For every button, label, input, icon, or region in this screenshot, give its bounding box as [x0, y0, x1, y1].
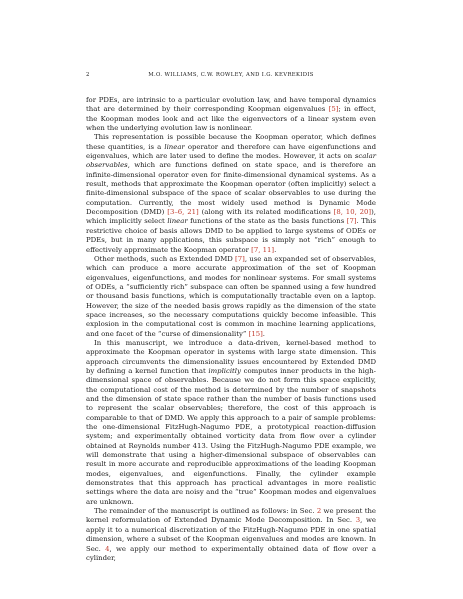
paragraph-text: ), which implicitly select [86, 208, 376, 226]
paragraph-text: operator and therefore can have eigenfunctions and eigenvalues, which are later used to define the modes. However, it acts on [86, 142, 376, 161]
paragraph-text: . [274, 245, 277, 254]
citation-link[interactable]: [8, 10, 20] [333, 208, 372, 217]
citation-link[interactable]: [7, 11] [251, 245, 275, 254]
paragraph-text: computes inner products in the high-dimensional space of observables. Because we do not form this space explicitly, the computational cost of the method is determined by the number of snapshots and the dimension of state space rather than the number of basis functions used to represent the scalar observables; therefore, the cost of this approach is comparable to that of DMD. We apply this approach to a pair of sample problems: the one-dimensional FitzHugh-Nagumo PDE, a prototypical reaction-diffusion system; and experimentally obtained vorticity data from flow over a cylinder obtained at Reynolds number 413. Using the FitzHugh-Nagumo PDE example, we will demonstrate that using a higher-dimensional subspace of observables can result in more accurate and reproducible approximations of the leading Koopman modes, eigenvalues, and eigenfunctions. Finally, the cylinder example demonstrates that this approach has practical advantages in more realistic settings where the data are noisy and the “true” Koopman modes and eigenvalues are unknown. [86, 366, 376, 506]
paragraph-text: functions of the state as the basis functions [187, 217, 347, 226]
author-running-title: M.O. WILLIAMS, C.W. ROWLEY, AND I.G. KEVREKIDIS [148, 72, 314, 78]
body-text [86, 96, 376, 563]
paragraph-text: ; in effect, the Koopman modes look and act like the eigenvectors of a linear system even when the underlying evolution law is nonlinear. [86, 105, 376, 133]
citation-link[interactable]: [7] [346, 217, 357, 226]
paragraph-text: , use an expanded set of observables, which can produce a more accurate approximation of the set of Koopman eigenvalues, eigenfunctions, and modes for nonlinear systems. For small systems of ODEs, a “sufficiently rich” subspace can often be spanned using a few hundred or thousand basis functions, which is computationally tractable even on a laptop. However, the size of the needed basis grows rapidly as the dimension of the state space increases, so the necessary computations quickly become infeasible. This explosion in the computational cost is common in machine learning applications, and one facet of the “curse of dimensionality” [86, 254, 376, 338]
emphasis-text: linear [164, 142, 185, 151]
paragraph-text: This representation is possible because the Koopman operator, which defines these quantities, is a [86, 133, 376, 151]
citation-link[interactable]: 3 [355, 516, 361, 525]
citation-link[interactable]: 4 [105, 544, 110, 553]
citation-link[interactable]: [15] [248, 329, 263, 338]
paragraph-text: we present the kernel reformulation of Extended Dynamic Mode Decomposition. In Sec. [86, 507, 376, 525]
emphasis-text: implicitly [208, 366, 241, 375]
paragraph-text: , we apply our method to experimentally obtained data of flow over a cylinder, [86, 544, 376, 562]
paragraph-text: Other methods, such as Extended DMD [94, 254, 236, 263]
citation-link[interactable]: 2 [316, 507, 322, 516]
paragraph-1 [86, 96, 376, 133]
paragraph-text: The remainder of the manuscript is outlined as follows: in Sec. [94, 507, 317, 516]
paragraph-text: . This restrictive choice of basis allows DMD to be applied to large systems of ODEs or PDEs, but in many applications, this subspace is simply not “rich” enough to effectively approximate the Koopman operator [86, 217, 376, 254]
paragraph-text: In this manuscript, we introduce a data-driven, kernel-based method to approximate the Koopman operator in systems with large state dimension. This approach circumvents the dimensionality issues encountered by Extended DMD by defining a kernel function that [86, 338, 376, 375]
paragraph-2 [86, 133, 376, 254]
paragraph-4 [86, 339, 376, 507]
citation-link[interactable]: [3–6, 21] [167, 208, 199, 217]
page-number: 2 [86, 72, 90, 78]
running-head [86, 72, 376, 82]
citation-link[interactable]: [7] [235, 254, 245, 263]
paragraph-text: . [262, 329, 265, 338]
citation-link[interactable]: [5] [328, 105, 339, 114]
paragraph-text: (along with its related modifications [198, 208, 334, 217]
paragraph-5 [86, 507, 376, 563]
paragraph-text: , we apply it to a numerical discretization of the FitzHugh-Nagumo PDE in one spatial dimension, where a subset of the Koopman eigenvalues and modes are known. In Sec. [86, 516, 376, 553]
emphasis-text: linear [167, 217, 188, 226]
paragraph-3 [86, 255, 376, 339]
paragraph-text: for PDEs, are intrinsic to a particular evolution law, and have temporal dynamics that are determined by their corresponding Koopman eigenvalues [86, 96, 376, 114]
paragraph-text: , which are functions defined on state space, and is therefore an infinite-dimensional operator even for finite-dimensional dynamical systems. As a result, methods that approximate the Koopman operator (often implicitly) select a finite-dimensional subspace of the space of scalar observables to use during the computation. Currently, the most widely used method is Dynamic Mode Decomposition (DMD) [86, 161, 376, 217]
emphasis-text: scalar observables [86, 152, 376, 170]
